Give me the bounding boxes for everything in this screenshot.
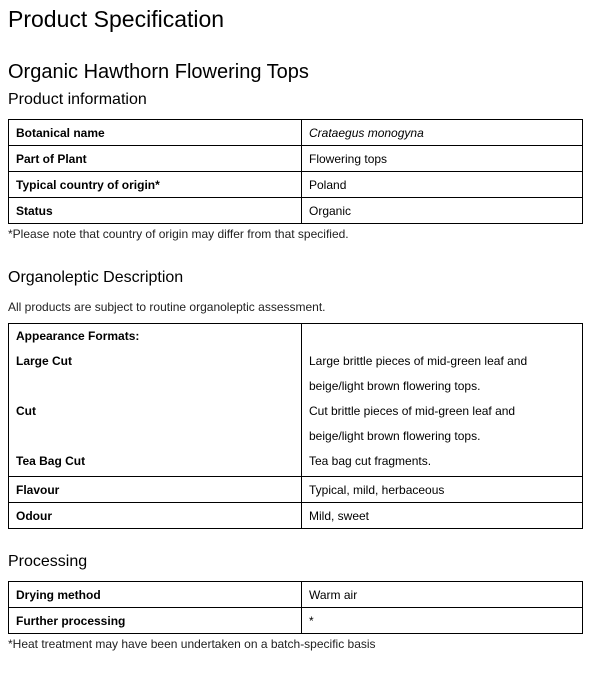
page-title: Product Specification: [8, 6, 225, 32]
country-footnote: *Please note that country of origin may differ from that specified.: [8, 227, 349, 241]
table-row: [9, 477, 583, 503]
row-label-odour: Odour: [9, 503, 302, 529]
row-value-drying-method: Warm air: [302, 582, 583, 608]
processing-table: [8, 581, 583, 634]
appearance-formats-label: Appearance Formats:: [16, 329, 140, 343]
product-info-heading: Product information: [8, 91, 147, 108]
organoleptic-table: [8, 323, 583, 529]
organoleptic-intro: All products are subject to routine organoleptic assessment.: [8, 300, 326, 314]
product-name: Organic Hawthorn Flowering Tops: [8, 61, 309, 83]
table-row: [9, 120, 583, 146]
format-label-large-cut: Large Cut: [16, 354, 73, 368]
row-label-part-of-plant: Part of Plant: [9, 146, 302, 172]
row-label-status: Status: [9, 198, 302, 224]
table-row: [9, 198, 583, 224]
row-value-part-of-plant: Flowering tops: [302, 146, 583, 172]
table-row: [9, 146, 583, 172]
format-desc-large-cut-2: beige/light brown flowering tops.: [309, 379, 481, 393]
table-row: [9, 324, 583, 477]
row-label-country-of-origin: Typical country of origin*: [9, 172, 302, 198]
organoleptic-heading: Organoleptic Description: [8, 269, 184, 286]
row-label-further-processing: Further processing: [9, 608, 302, 634]
row-value-country-of-origin: Poland: [302, 172, 583, 198]
row-label-drying-method: Drying method: [9, 582, 302, 608]
table-row: [9, 608, 583, 634]
row-label-botanical-name: Botanical name: [9, 120, 302, 146]
row-value-botanical-name: Crataegus monogyna: [302, 120, 583, 146]
format-label-cut: Cut: [16, 404, 36, 418]
format-desc-tea-bag-cut: Tea bag cut fragments.: [309, 454, 432, 468]
row-value-further-processing: *: [302, 608, 583, 634]
row-value-odour: Mild, sweet: [302, 503, 583, 529]
appearance-values-cell: [302, 324, 583, 477]
format-desc-large-cut-1: Large brittle pieces of mid-green leaf and: [309, 354, 528, 368]
appearance-labels-cell: [9, 324, 302, 477]
row-value-flavour: Typical, mild, herbaceous: [302, 477, 583, 503]
table-row: [9, 172, 583, 198]
row-label-flavour: Flavour: [9, 477, 302, 503]
table-row: [9, 582, 583, 608]
format-desc-cut-1: Cut brittle pieces of mid-green leaf and: [309, 404, 516, 418]
heat-treatment-footnote: *Heat treatment may have been undertaken on a batch-specific basis: [8, 637, 376, 651]
product-info-table: [8, 119, 583, 224]
table-row: [9, 503, 583, 529]
row-value-status: Organic: [302, 198, 583, 224]
processing-heading: Processing: [8, 553, 88, 570]
format-label-tea-bag-cut: Tea Bag Cut: [16, 454, 86, 468]
format-desc-cut-2: beige/light brown flowering tops.: [309, 429, 481, 443]
